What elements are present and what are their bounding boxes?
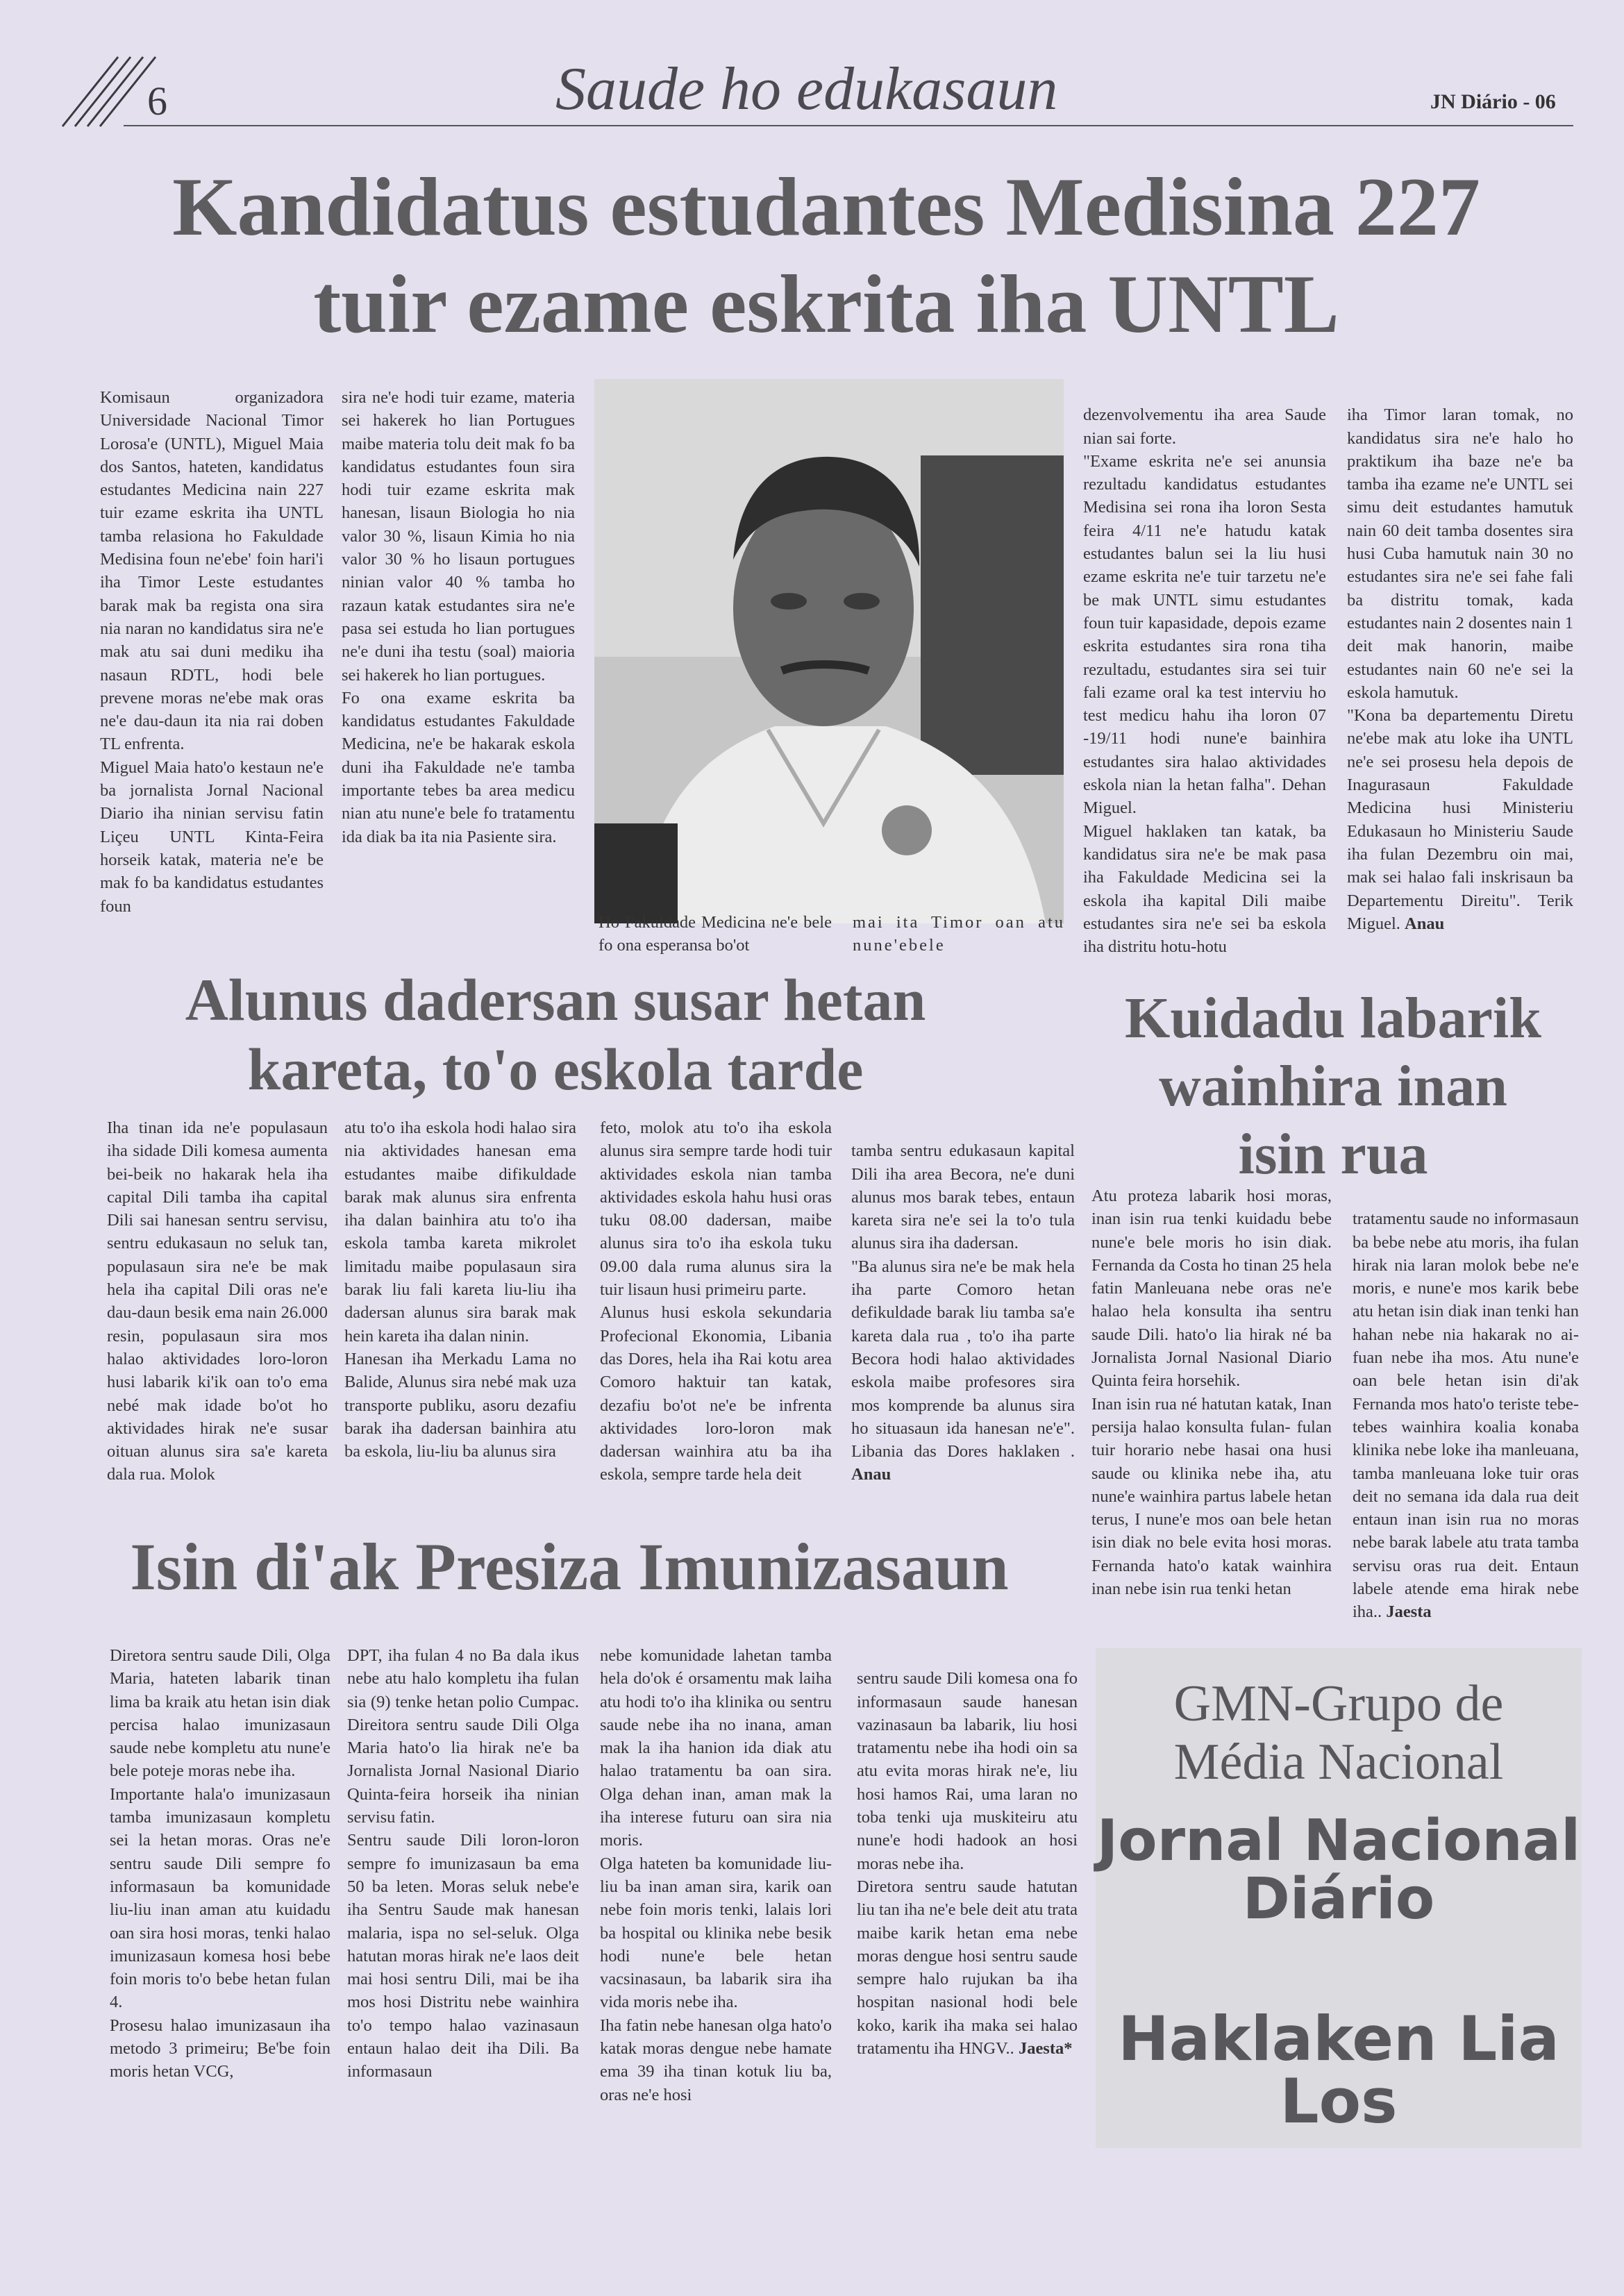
- article-3-col-2-text: tratamentu saude no informasaun ba bebe nebe atu moris, iha fulan hirak nia laran molok bebe ne'e moris, e nune'e mos karik bebe atu hetan isin diak inan tenki han hahan nebe nia hakarak no ai-fuan nebe iha mos. Atu nune'e oan bele hetan isin di'ak Fernanda mos hato'o teriste tebe- tebes wainhira koalia konaba klinika nebe loke iha manleuana, tamba manleuana loke tuir oras deit no semana ida dala rua deit entaun inan isin rua no moras nebe barak labele atu trata tamba servisu oras rua deit. Entaun labele atende ema hirak nebe iha..: [1353, 1209, 1579, 1622]
- main-article-col-1: Komisaun organizadora Universidade Nacional Timor Lorosa'e (UNTL), Miguel Maia dos Santos, hateten, kandidatus estudantes Medicina nain 227 tuir ezame eskrita iha UNTL tamba relasiona ho Fakuldade Medisina foun ne'ebe' foin hari'i iha Timor Leste estudantes barak mak ba regista ona sira nia naran no kandidatus sira ne'e mak atu sai duni mediku iha nasaun RDTL, hodi bele prevene moras ne'ebe mak oras ne'e dau-daun ita nia rai doben TL enfrenta. Miguel Maia hato'o kestaun ne'e ba jornalista Jornal Nacional Diario iha ninian servisu fatin Liçeu UNTL Kinta-Feira horseik katak, materia ne'e be mak fo ba kandidatus estudantes foun: [100, 388, 324, 916]
- ad-line-3: Jornal Nacional Diário: [1096, 1808, 1581, 1932]
- article-3-col-1: Atu proteza labarik hosi moras, inan isin rua tenki kuidadu bebe nune'e bele moris ho isin diak. Fernanda da Costa ho tinan 25 hela fatin Manleuana nebe oras ne'e halao hela konsulta iha sentru saude Dili. hato'o lia hirak né ba Jornalista Jornal Nasional Diario Quinta feira horsehik. Inan isin rua né hatutan katak, Inan persija halao konsulta fulan- fulan tuir horario nebe hasai ona husi saude ou klinika nebe iha, atu nune'e wainhira partus labele hetan terus, I nune'e mos oan bele hetan isin diak no bele evita hosi moras. Fernanda hato'o katak wainhira inan nebe isin rua tenki hetan: [1091, 1187, 1332, 1599]
- article-4-col-4: [857, 1644, 1078, 2193]
- main-article-col-4-text: iha Timor laran tomak, no kandidatus sira ne'e halo ho praktikum iha baze ne'e ba tamba iha ezame ne'e UNTL sei simu deit estudantes hamutuk nain 60 deit tamba dosentes sira husi Cuba hamutuk nain 30 no estudantes sira ne'e sei fahe fali ba distritu tomak, kada estudantes nain 2 dosentes nain 1 deit mak hanorin, maibe estudantes nain 60 ne'e sei la eskola hamutuk. "Kona ba departementu Diretu ne'ebe mak atu loke iha UNTL ne'e sei prosesu hela depois de Inagurasaun Fakuldade Medicina husi Ministeriu Edukasaun ho Ministeriu Saude iha fulan Dezembru oin mai, mak sei halao fali inskrisaun ba Departementu Direitu". Terik Miguel.: [1347, 405, 1573, 933]
- hatch-decoration-icon: [56, 50, 160, 133]
- main-article-col-4: [1347, 380, 1573, 957]
- main-article-signature: Anau: [1405, 914, 1445, 933]
- article-4-col-3: nebe komunidade lahetan tamba hela do'ok é orsamentu mak laiha atu hodi to'o iha klinika ou sentru saude nebe iha no inana, aman mak la iha hanion ida diak atu halao tratamentu ba oan sira. Olga dehan inan, aman mak la iha interese futuru oan sira nia moris. Olga hateten ba komunidade liu-liu ba inan aman sira, karik oan nebe foin moris tenki, lalais lori ba hospital ou klinika nebe besik hodi nune'e bele hetan vacsinasaun, ba labarik sira iha vida moris nebe iha. Iha fatin nebe hanesan olga hato'o katak moras dengue nebe hamate ema 39 iha tinan kotuk liu ba, oras ne'e hosi: [600, 1646, 832, 2104]
- portrait-illustration: [594, 379, 1064, 923]
- article-3-signature: Jaesta: [1386, 1602, 1432, 1622]
- article-2-col-3: feto, molok atu to'o iha eskola alunus sira sempre tarde hodi tuir aktividades eskola nian tamba aktividades eskola hahu husi oras tuku 08.00 dadersan, maibe alunus sira to'o iha eskola tuku 09.00 dala ruma alunus sira la tuir lisaun husi primeiru parte. Alunus husi eskola sekundaria Profecional Ekonomia, Libania das Dores, hela iha Rai kotu area Comoro haktuir tan katak, dezafiu bo'ot ne'e be infrenta aktividades loro-loron mak dadersan wainhira atu ba iha eskola, sempre tarde hela deit: [600, 1118, 832, 1484]
- main-headline: Kandidatus estudantes Medisina 227 tuir ezame eskrita iha UNTL: [172, 160, 1480, 350]
- article-2-col-4: [851, 1116, 1075, 1512]
- photo-caption-right: mai ita Timor oan atu nune'ebele: [853, 913, 1065, 955]
- main-article-col-3: [1083, 380, 1326, 957]
- ad-line-2: Média Nacional: [1173, 1734, 1504, 1791]
- main-article-col-3-text: dezenvolvementu iha area Saude nian sai forte. "Exame eskrita ne'e sei anunsia rezultadu kandidatus estudantes Medisina sei rona iha loron Sesta feira 4/11 ne'e hatudu katak estudantes balun sei la liu husi ezame eskrita ne'e tuir tarzetu ne'e be mak UNTL simu estudantes foun tuir kapasidade, depois ezame eskrita estudantes sira rona tiha rezultadu, estudantes sira sei tuir fali ezame oral ka test interviu ho test medicu hahu iha loron 07 -19/11 hodi nune'e bainhira estudantes sira halao aktividades eskola nian la hetan falha". Dehan Miguel. Miguel haklaken tan katak, ba kandidatus sira ne'e be mak pasa iha Fakuldade Medicina sei la eskola iha kapital Dili maibe estudantes sira ne'e sei ba eskola iha distritu hotu-hotu: [1083, 405, 1326, 957]
- ad-line-4: Haklaken Lia Los: [1118, 2003, 1559, 2137]
- article-2-headline: Alunus dadersan susar hetan kareta, to'o eskola tarde: [185, 966, 926, 1103]
- issue-label: JN Diário - 06: [1430, 90, 1556, 113]
- advertisement-box: [1096, 1648, 1582, 2148]
- page-number: 6: [147, 78, 167, 124]
- article-4-col-1: Diretora sentru saude Dili, Olga Maria, hateten labarik tinan lima ba kraik atu hetan isin diak percisa halao imunizasaun saude nebe kompletu atu nune'e bele poteje moras nebe iha. Importante hala'o imunizasaun tamba imunizasaun kompletu sei la hetan moras. Oras ne'e sentru saude Dili sempre fo informasaun ba komunidade liu-liu inan aman atu kuidadu oan sira hosi moras, tenki halao imunizasaun komesa hosi bebe foin moris to'o bebe hetan fulan 4. Prosesu halao imunizasaun iha metodo 3 primeiru; Be'be foin moris hetan VCG,: [110, 1646, 330, 2081]
- main-article-col-2: sira ne'e hodi tuir ezame, materia sei hakerek ho lian Portugues maibe materia tolu deit mak fo ba kandidatus estudantes foun sira hodi tuir ezame eskrita mak hanesan, lisaun Biologia ho nia valor 30 %, lisaun Kimia ho nia valor 30 % ho lisaun portugues ninian valor 40 % tamba ho razaun katak estudantes sira ne'e pasa sei estuda ho lian portugues ne'e duni iha testu (soal) maioria sei hakerek ho lian portugues. Fo ona exame eskrita ba kandidatus estudantes Fakuldade Medicina, ne'e be hakarak eskola duni iha Fakuldade ne'e tamba importante tebes ba area medicu nian atu nune'e bele fo tratamentu ida diak ba ita nia Pasiente sira.: [342, 388, 575, 846]
- article-3-col-2: [1353, 1184, 1579, 1643]
- article-3-headline: Kuidadu labarik wainhira inan isin rua: [1125, 986, 1541, 1187]
- article-2-signature: Anau: [851, 1465, 891, 1484]
- section-title: Saude ho edukasaun: [555, 56, 1058, 123]
- article-4-col-2: DPT, iha fulan 4 no Ba dala ikus nebe atu halo kompletu iha fulan sia (9) tenke hetan polio Cumpac. Direitora sentru saude Dili Olga Maria hato'o lia hirak ne'e ba Jornalista Jornal Nasional Diario Quinta-feira horseik iha ninian servisu fatin. Sentru saude Dili loron-loron sempre fo imunizasaun ba ema 50 ba leten. Moras seluk nebe'e iha Sentru Saude mak hanesan malaria, ispa no sel-seluk. Olga hatutan moras hirak ne'e laos deit mai hosi sentru Dili, mai be iha mos hosi Distritu nebe wainhira to'o tempo halao vazinasaun entaun halao deit iha Dili. Ba informasaun: [347, 1646, 579, 2081]
- header-rule: [124, 125, 1573, 126]
- man-portrait-photo: [594, 379, 1064, 923]
- article-2-col-4-text: tamba sentru edukasaun kapital Dili iha area Becora, ne'e duni alunus mos barak tebes, entaun kareta sira ne'e sei la to'o tula alunus sira iha dadersan. "Ba alunus sira ne'e be mak hela iha parte Comoro hetan defikuldade barak liu tamba sa'e kareta dala rua , to'o iha parte Becora hodi halao aktividades eskola maibe profesores sira mos komprende ba alunus sira ho situasaun ida hanesan ne'e". Libania das Dores haklaken .: [851, 1141, 1075, 1461]
- ad-line-1: GMN-Grupo de: [1173, 1675, 1504, 1732]
- photo-caption-left: Ho Fakuldade Medicina ne'e bele fo ona esperansa bo'ot: [598, 913, 832, 955]
- article-4-col-4-text: sentru saude Dili komesa ona fo informasaun saude hanesan vazinasaun ba labarik, liu hosi tratamentu nebe iha hodi oin sa atu evita moras hirak ne'e, liu hosi hamos Rai, uma laran no toba tenki uja muskiteiru atu nune'e hodi hadook an hosi moras nebe iha. Diretora sentru saude hatutan liu tan iha ne'e bele deit atu trata maibe karik hetan ema nebe moras dengue hosi sentru saude sempre halo rujukan ba iha hospitan nasional hodi bele koko, karik iha maka sei halao tratamentu iha HNGV..: [857, 1669, 1078, 2059]
- article-2-col-1: Iha tinan ida ne'e populasaun iha sidade Dili komesa aumenta bei-beik no hakarak hela iha capital Dili tamba iha capital Dili sai hanesan sentru servisu, sentru edukasaun no seluk tan, populasaun sira ne'e be mak hela iha capital Dili oras ne'e dau-daun besik ema nain 26.000 resin, populasaun sira mos halao aktividades loro-loron husi labarik ki'ik oan to'o ema nebé mak idade bo'ot ho aktividades hirak ne'e susar oituan alunus sira sa'e kareta dala rua. Molok: [107, 1118, 328, 1484]
- article-4-signature: Jaesta*: [1018, 2039, 1073, 2059]
- article-4-headline: Isin di'ak Presiza Imunizasaun: [130, 1530, 1009, 1604]
- article-2-col-2: atu to'o iha eskola hodi halao sira nia aktividades hanesan ema estudantes maibe difikuldade barak mak alunus sira enfrenta iha dalan bainhira atu to'o iha eskola tamba kareta mikrolet limitadu maibe populasaun sira barak liu fali kareta liu-liu iha dadersan alunus sira barak mak hein kareta iha dalan ninin. Hanesan iha Merkadu Lama no Balide, Alunus sira nebé mak uza transporte publiku, asoru dezafiu barak iha dadersan bainhira atu ba eskola, liu-liu ba alunus sira: [344, 1118, 576, 1461]
